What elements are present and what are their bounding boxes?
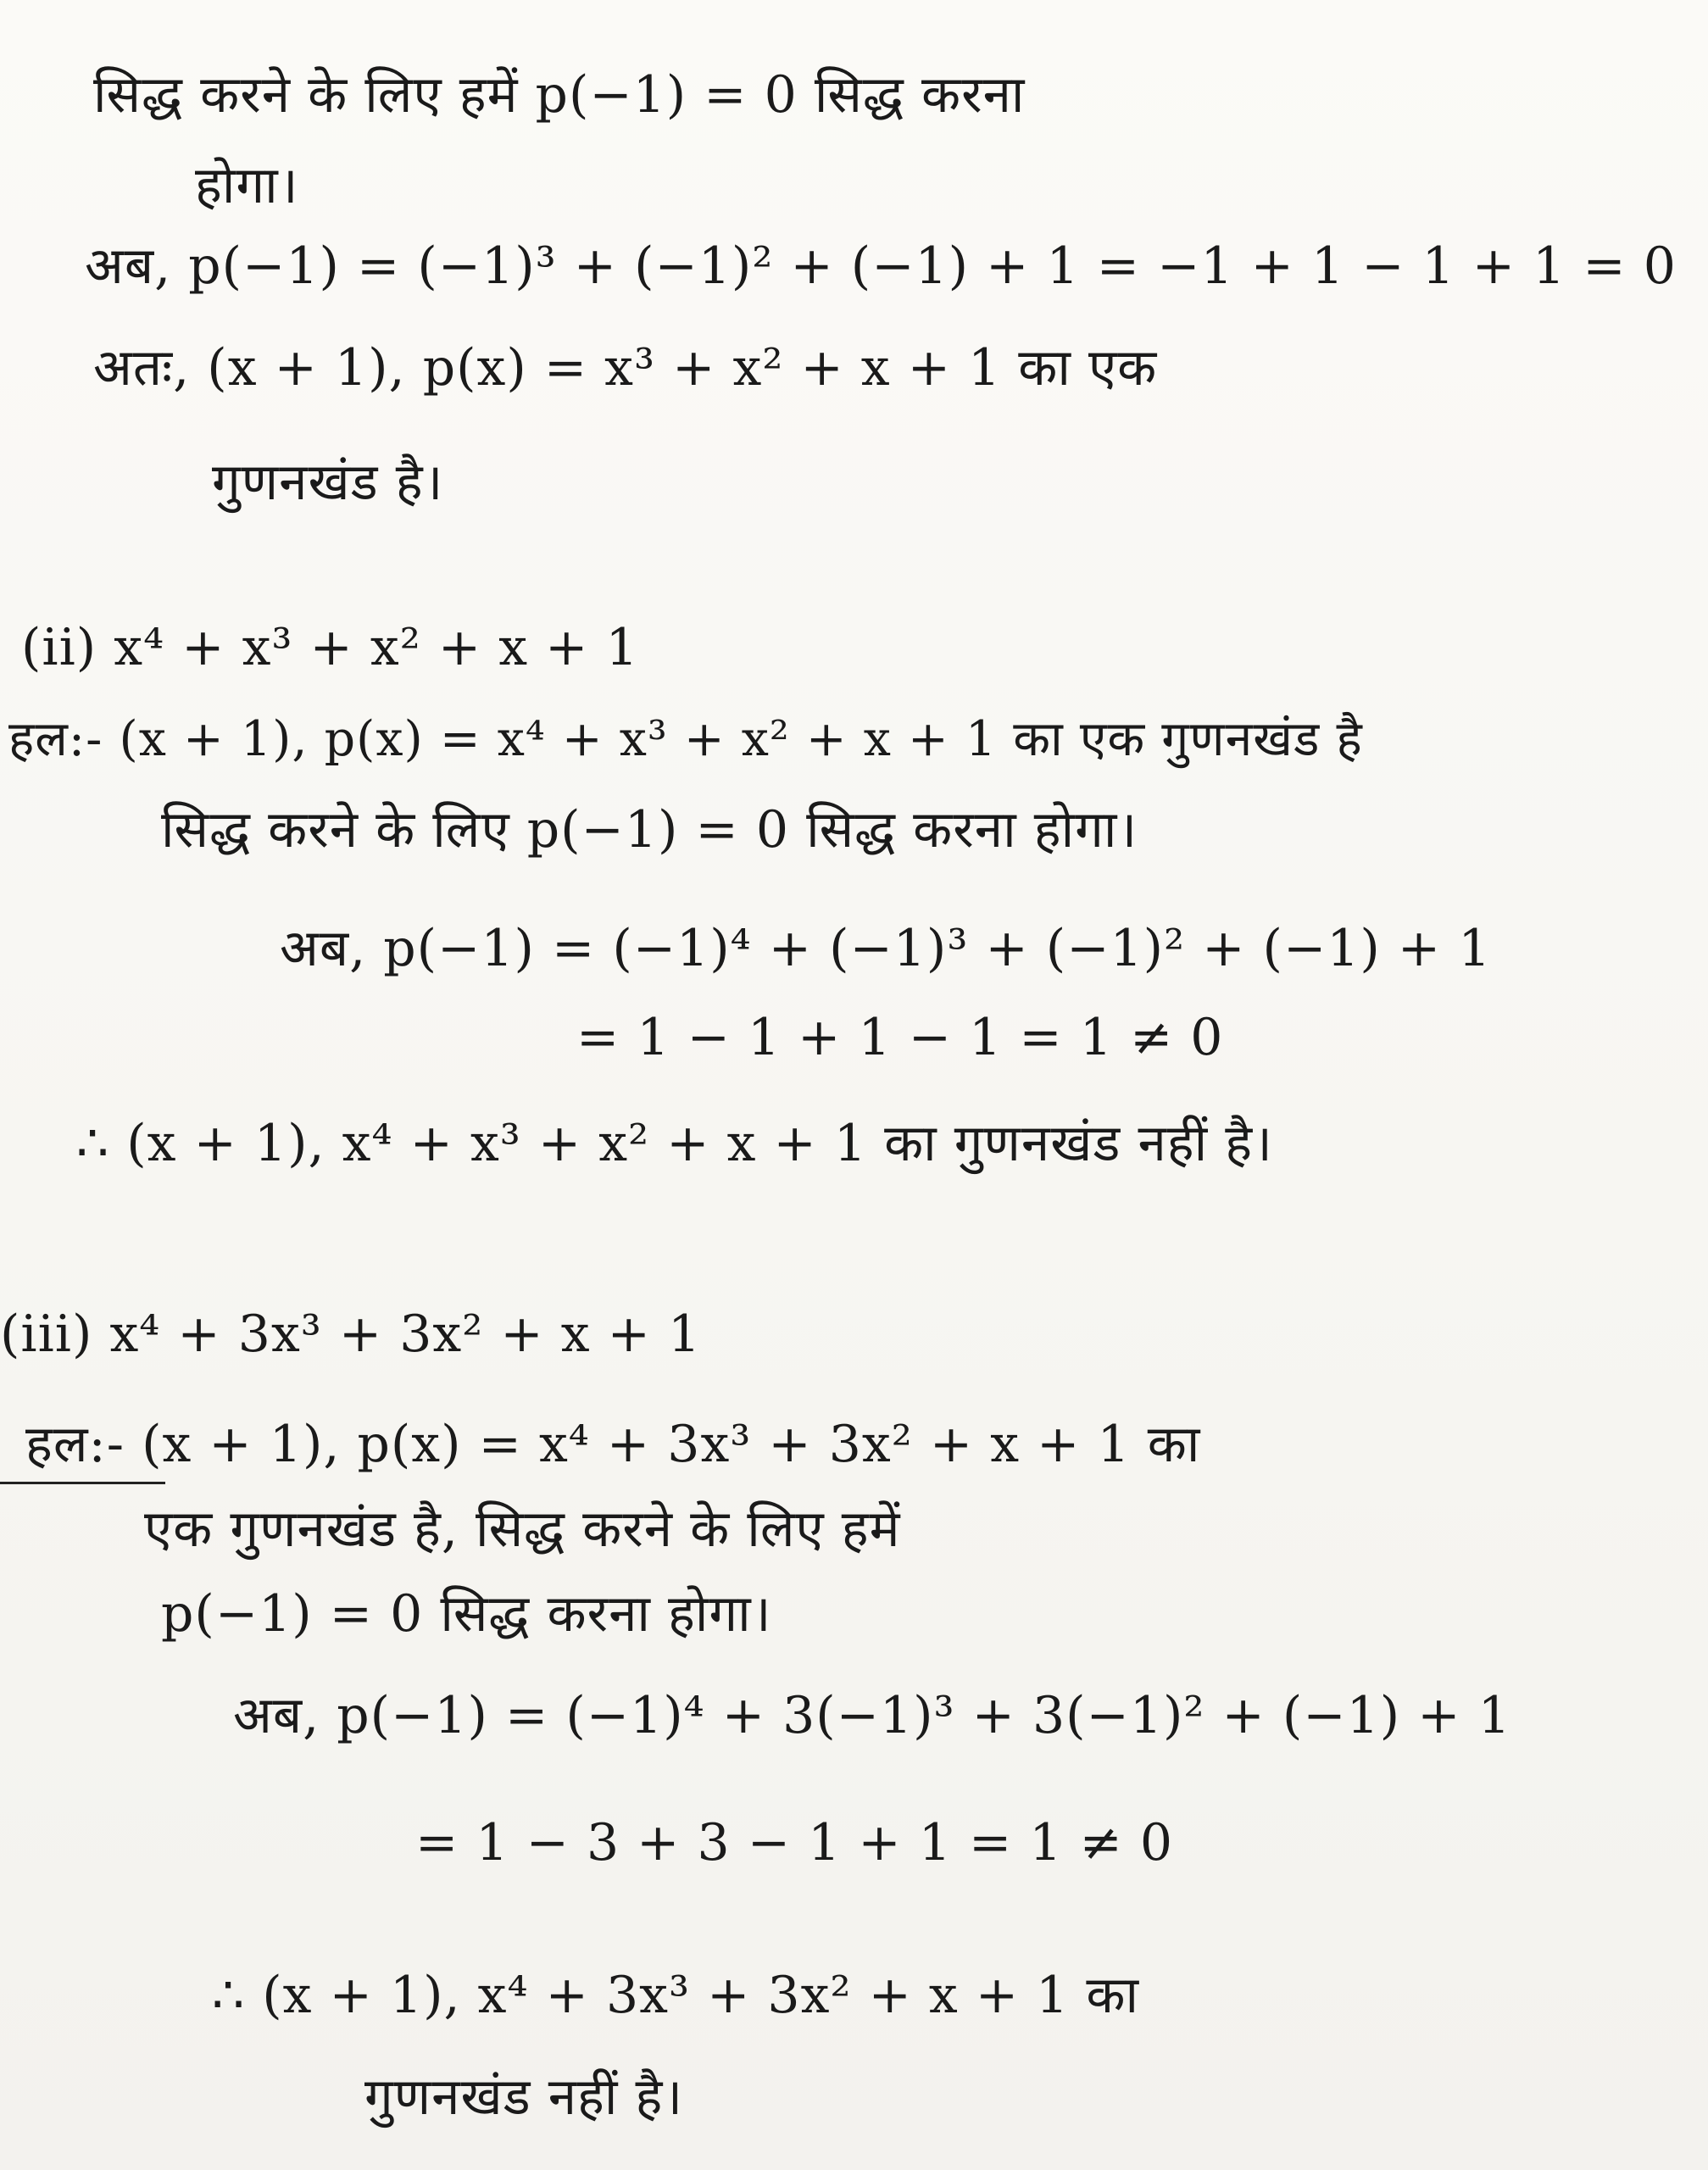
question-ii-heading: (ii) x⁴ + x³ + x² + x + 1 xyxy=(21,618,639,677)
text-line: सिद्ध करने के लिए p(−1) = 0 सिद्ध करना होगा। xyxy=(161,800,1138,860)
solution-underline xyxy=(0,1482,165,1484)
text-line: सिद्ध करने के लिए हमें p(−1) = 0 सिद्ध करना xyxy=(93,65,1026,125)
text-line: गुणनखंड है। xyxy=(212,453,444,512)
solution-line: हल:- (x + 1), p(x) = x⁴ + x³ + x² + x + 1 का एक गुणनखंड है xyxy=(8,711,1363,767)
equation-line: अब, p(−1) = (−1)³ + (−1)² + (−1) + 1 = −1 + 1 − 1 + 1 = 0 xyxy=(85,236,1677,296)
text-line: होगा। xyxy=(195,156,299,215)
text-line: एक गुणनखंड है, सिद्ध करने के लिए हमें xyxy=(144,1500,901,1559)
equation-line: अब, p(−1) = (−1)⁴ + 3(−1)³ + 3(−1)² + (−1) + 1 xyxy=(233,1686,1511,1745)
conclusion-line: ∴ (x + 1), x⁴ + x³ + x² + x + 1 का गुणनखंड नहीं है। xyxy=(76,1114,1273,1173)
equation-line: = 1 − 1 + 1 − 1 = 1 ≠ 0 xyxy=(576,1008,1224,1067)
question-iii-heading: (iii) x⁴ + 3x³ + 3x² + x + 1 xyxy=(0,1305,702,1364)
equation-line: अब, p(−1) = (−1)⁴ + (−1)³ + (−1)² + (−1) + 1 xyxy=(280,919,1492,978)
equation-line: = 1 − 3 + 3 − 1 + 1 = 1 ≠ 0 xyxy=(415,1813,1174,1872)
solution-line: हल:- (x + 1), p(x) = x⁴ + 3x³ + 3x² + x + 1 का xyxy=(25,1415,1201,1474)
conclusion-line: ∴ (x + 1), x⁴ + 3x³ + 3x² + x + 1 का xyxy=(212,1966,1140,2025)
conclusion-line: गुणनखंड नहीं है। xyxy=(364,2067,684,2127)
text-line: p(−1) = 0 सिद्ध करना होगा। xyxy=(161,1584,772,1644)
equation-line: अतः, (x + 1), p(x) = x³ + x² + x + 1 का एक xyxy=(93,338,1158,398)
